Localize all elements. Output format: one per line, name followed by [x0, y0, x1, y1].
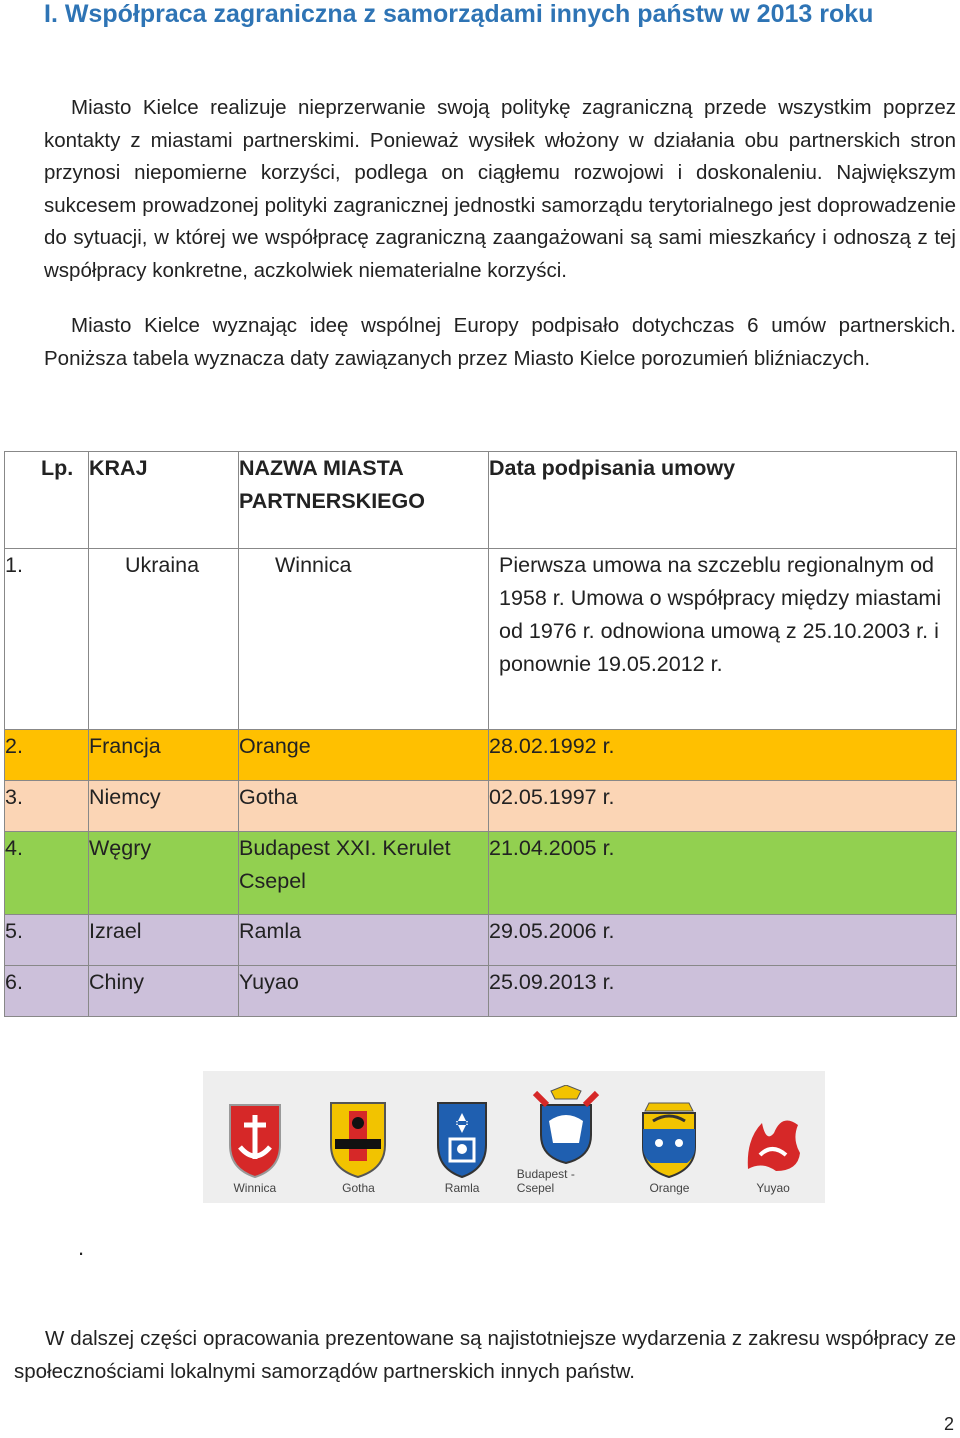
orange-crest-icon [637, 1099, 701, 1179]
table-row [5, 549, 957, 730]
row-kraj: Izrael [89, 915, 239, 966]
header-kraj: KRAJ [89, 452, 239, 549]
agreements-paragraph [44, 310, 956, 375]
crest-label: Ramla [444, 1181, 480, 1195]
row-data: 28.02.1992 r. [489, 730, 957, 781]
page-number: 2 [943, 1414, 954, 1434]
crest-label: Yuyao [756, 1181, 790, 1195]
row-kraj: Ukraina [89, 549, 239, 730]
crest-label: Winnica [233, 1181, 277, 1195]
yuyao-logo-icon [742, 1109, 804, 1179]
winnica-crest-icon [226, 1101, 284, 1179]
closing-paragraph-text: W dalszej części opracowania prezentowane są najistotniejsze wydarzenia z zakresu współpracy ze społecznościami lokalnymi samorządów partnerskich innych państw. [14, 1327, 956, 1383]
header-miasto: NAZWA MIASTA PARTNERSKIEGO [239, 452, 489, 549]
partner-crests-banner [203, 1071, 825, 1203]
row-data: 21.04.2005 r. [489, 832, 957, 915]
table-row [5, 966, 957, 1017]
crest-budapest-csepel [517, 1085, 615, 1203]
row-lp: 4. [5, 832, 89, 915]
row-lp: 2. [5, 730, 89, 781]
crest-label: Budapest - Csepel [516, 1167, 575, 1195]
row-miasto: Budapest XXI. Kerulet Csepel [239, 832, 489, 915]
row-data: 25.09.2013 r. [489, 966, 957, 1017]
agreements-paragraph-text: Miasto Kielce wyznając ideę wspólnej Europy podpisało dotychczas 6 umów partnerskich. Poniższa tabela wyznacza daty zawiązanych przez Miasto Kielce porozumień bliźniaczych. [44, 314, 956, 370]
header-data: Data podpisania umowy [489, 452, 957, 549]
intro-paragraph [44, 92, 956, 287]
crest-ramla [413, 1099, 511, 1203]
table-row [5, 730, 957, 781]
crest-winnica [206, 1101, 304, 1203]
header-lp: Lp. [5, 452, 89, 549]
crest-label: Gotha [342, 1181, 375, 1195]
stray-dot: . [78, 1235, 85, 1260]
crest-label: Orange [649, 1181, 690, 1195]
row-miasto: Orange [239, 730, 489, 781]
row-kraj: Francja [89, 730, 239, 781]
intro-paragraph-text: Miasto Kielce realizuje nieprzerwanie swoją politykę zagraniczną przede wszystkim poprzez kontakty z miastami partnerskimi. Ponieważ wysiłek włożony w działania obu partnerskich stron przynosi niepomierne korzyści, podlega on ciągłemu rozwojowi i doskonaleniu. Największym sukcesem prowadzonej polityki zagranicznej jednostki samorządu terytorialnego jest doprowadzenie do sytuacji, w której we współpracę zagraniczną zaangażowani są sami mieszkańcy i odnoszą z tej współpracy konkretne, aczkolwiek niematerialne korzyści. [44, 96, 956, 282]
row-kraj: Chiny [89, 966, 239, 1017]
row-lp: 3. [5, 781, 89, 832]
crest-yuyao [724, 1109, 822, 1203]
closing-paragraph [14, 1323, 956, 1388]
row-lp: 6. [5, 966, 89, 1017]
row-kraj: Węgry [89, 832, 239, 915]
row-miasto: Winnica [239, 549, 489, 730]
row-lp: 5. [5, 915, 89, 966]
table-header-row [5, 452, 957, 549]
ramla-crest-icon [434, 1099, 490, 1179]
budapest-csepel-crest-icon [521, 1085, 611, 1165]
row-data: Pierwsza umowa na szczeblu regionalnym od 1958 r. Umowa o współpracy między miastami od 1976 r. odnowiona umową z 25.10.2003 r. i ponownie 19.05.2012 r. [489, 549, 957, 730]
table-row [5, 915, 957, 966]
page-title: I. Współpraca zagraniczna z samorządami innych państw w 2013 roku [44, 0, 874, 28]
row-miasto: Ramla [239, 915, 489, 966]
row-data: 02.05.1997 r. [489, 781, 957, 832]
gotha-crest-icon [327, 1099, 389, 1179]
table-row [5, 781, 957, 832]
row-miasto: Gotha [239, 781, 489, 832]
table-row [5, 832, 957, 915]
crest-orange [620, 1099, 718, 1203]
row-miasto: Yuyao [239, 966, 489, 1017]
row-data: 29.05.2006 r. [489, 915, 957, 966]
crest-gotha [309, 1099, 407, 1203]
partner-cities-table [4, 451, 957, 1017]
row-lp: 1. [5, 549, 89, 730]
row-kraj: Niemcy [89, 781, 239, 832]
